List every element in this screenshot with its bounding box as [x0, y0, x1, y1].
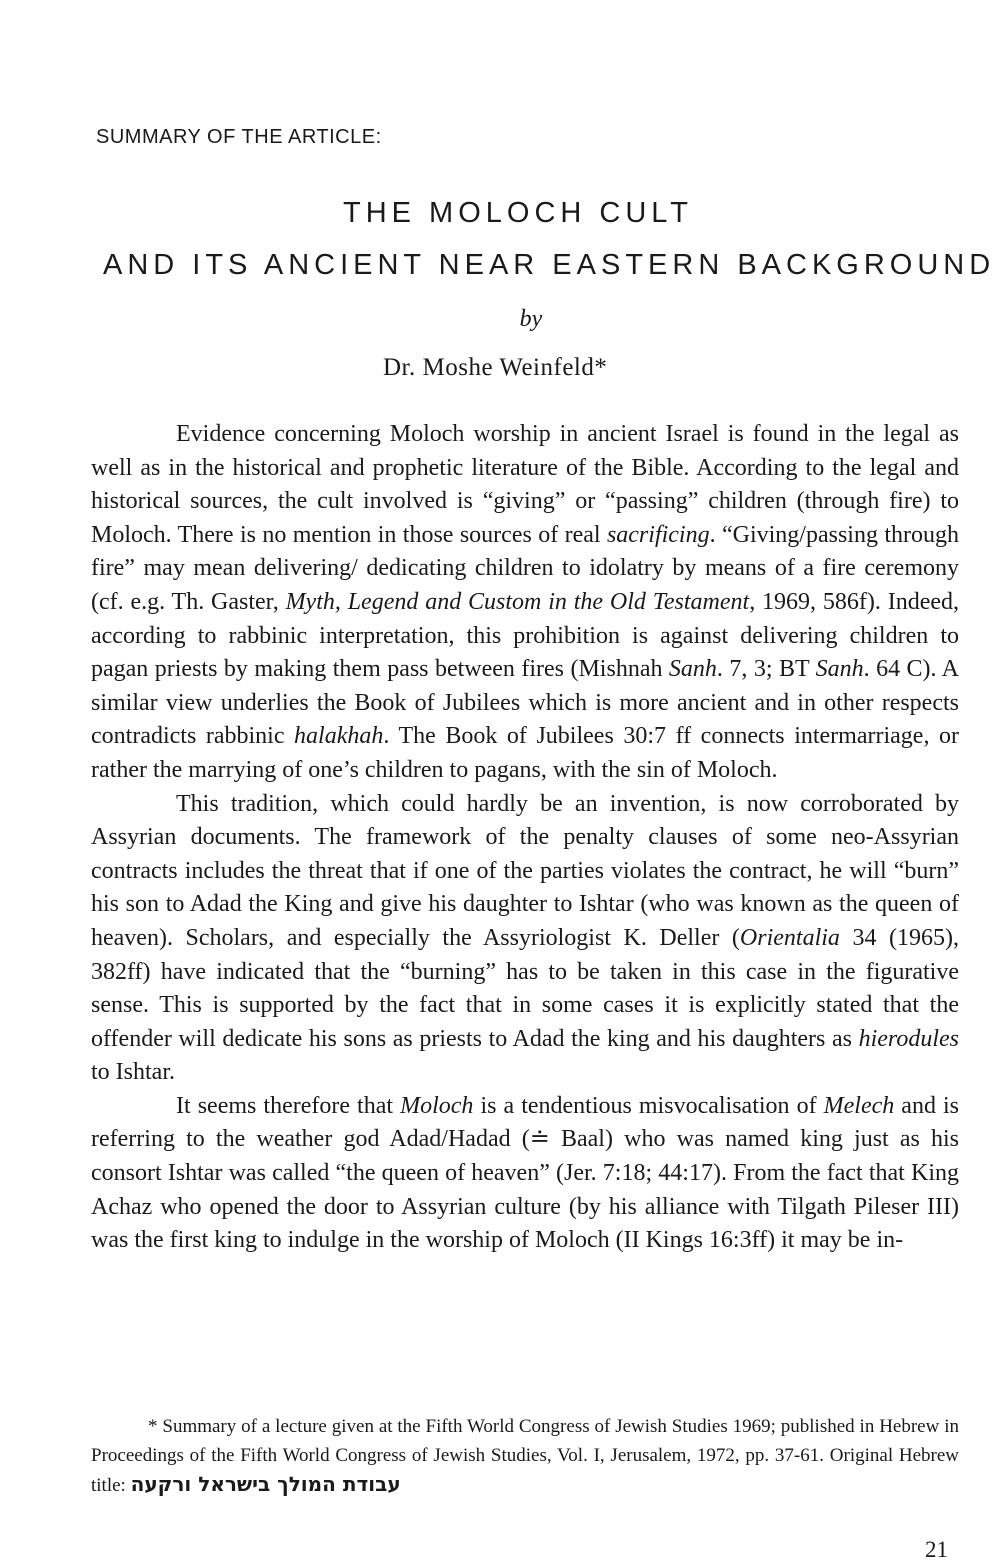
- author-name: Dr. Moshe Weinfeld*: [383, 354, 608, 381]
- page-number: 21: [925, 1537, 948, 1562]
- text-run: 34 (1965), 382ff) have indicated that the “burning” has to be taken in this case in the figurative sense. This is supported by the fact that in some cases it is explicitly stated that the offender will dedicate his sons as priests to Adad the king and his daughters as: [91, 924, 960, 1052]
- text-run: , 1969, 586f). Indeed, according to rabbinic interpretation, this prohibition is against delivering children to pagan priests by making them pass between fires (Mishnah: [91, 588, 960, 683]
- italic-run: halakhah: [294, 723, 384, 750]
- text-run: . 7, 3; BT: [716, 656, 816, 683]
- text-run: to Ishtar.: [91, 1059, 175, 1086]
- article-body: [91, 418, 959, 1258]
- text-run: is a tendentious misvocalisation of: [473, 1092, 824, 1119]
- italic-run: Myth, Legend and Custom in the Old Testament: [285, 588, 750, 615]
- text-run: Evidence concerning Moloch worship in ancient Israel is found in the legal as well as in the historical and prophetic literature of the Bible. According to the legal and historical sources, the cult involved is “giving” or “passing” children (through fire) to Moloch. There is no mention in those sources of real: [91, 421, 959, 548]
- text-run: . The Book of Jubilees 30:7 ff connects intermarriage, or rather the marrying of one’s children to pagans, with the sin of Moloch.: [91, 723, 959, 783]
- summary-label: SUMMARY OF THE ARTICLE:: [96, 126, 382, 148]
- text-run: and is referring to the weather god Adad/Hadad (≐ Baal) who was named king just as his consort Ishtar was called “the queen of heaven” (Jer. 7:18; 44:17). From the fact that King Achaz who opened the door to Assyrian culture (by his alliance with Tilgath Pileser III) was the first king to indulge in the worship of Moloch (II Kings 16:3ff) it may be in-: [91, 1092, 959, 1254]
- italic-run: sacrificing: [606, 521, 710, 548]
- italic-run: Orientalia: [739, 924, 840, 951]
- hebrew-title: עבודת המולך בישראל ורקעה: [130, 1472, 401, 1496]
- footnote-run: * Summary of a lecture given at the Fifth World Congress of Jewish Studies 1969; published in Hebrew in Proceedings of the Fifth World Congress of Jewish Studies, Vol. I, Jerusalem, 1972, pp. 37-61. Original Hebrew title:: [91, 1416, 959, 1496]
- title-line-2: AND ITS ANCIENT NEAR EASTERN BACKGROUND: [103, 249, 996, 281]
- text-run: . “Giving/passing through fire” may mean delivering/ dedicating children to idolatry by means of a fire ceremony (cf. e.g. Th. Gaster,: [91, 521, 960, 615]
- paragraph-3: [91, 1090, 959, 1258]
- footnote: [91, 1412, 959, 1500]
- title-line-1: THE MOLOCH CULT: [343, 197, 693, 229]
- byline: by: [519, 306, 543, 332]
- text-run: . 64 C). A similar view underlies the Book of Jubilees which is more ancient and in other respects contradicts rabbinic: [91, 656, 959, 750]
- text-run: It seems therefore that: [176, 1092, 401, 1119]
- italic-run: Sanh: [815, 656, 864, 683]
- footnote-text: [91, 1412, 959, 1500]
- italic-run: Sanh: [668, 656, 717, 683]
- paragraph-1: [91, 418, 959, 788]
- paragraph-2: [91, 788, 959, 1090]
- italic-run: Melech: [823, 1092, 895, 1119]
- text-run: This tradition, which could hardly be an invention, is now corroborated by Assyrian documents. The framework of the penalty clauses of some neo-Assyrian contracts includes the threat that if one of the parties violates the contract, he will “burn” his son to Adad the King and give his daughter to Ishtar (who was known as the queen of heaven). Scholars, and especially the Assyriologist K. Deller (: [91, 790, 959, 951]
- italic-run: hierodules: [858, 1025, 959, 1052]
- italic-run: Moloch: [400, 1092, 474, 1119]
